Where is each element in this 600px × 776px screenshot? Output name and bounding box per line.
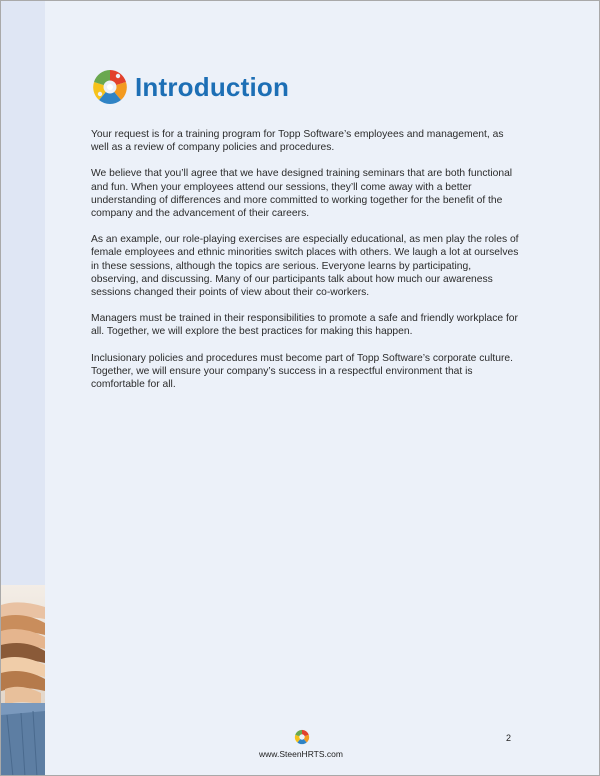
paragraph: Managers must be trained in their responsibilities to promote a safe and friendly workplace for all. Together, we will explore the best practices for making this happen.: [91, 313, 518, 338]
title-row: [91, 67, 289, 107]
footer-url: www.SteenHRTS.com: [259, 749, 343, 759]
body-text: [91, 128, 521, 404]
paragraph: Your request is for a training program for Topp Software’s employees and management, as well as a review of company policies and procedures.: [91, 129, 504, 154]
page-title: Introduction: [135, 71, 290, 102]
stacked-hands-photo: [1, 585, 45, 776]
sidebar-band: [1, 1, 45, 585]
paragraph: As an example, our role-playing exercises are especially educational, as men play the roles of female employees and ethnic minorities switch places with others. We laugh a lot at ourselves in these sessions, although the topics are serious. Everyone learns by participating, observing, and discussing. Many of our participants talk about how much our awareness sessions changed their points of view about their co-workers.: [91, 234, 519, 299]
puzzle-ring-logo-icon: [91, 68, 129, 106]
footer-logo-icon: [294, 729, 310, 745]
paragraph: Inclusionary policies and procedures must become part of Topp Software’s corporate culture. Together, we will ensure your company’s success in a respectful environment that is comfortable for all.: [91, 352, 514, 391]
paragraph: We believe that you’ll agree that we have designed training seminars that are both functional and fun. When your employees attend our sessions, they’ll come away with a better understanding of differences and more committed to working together for the benefit of the company and the advancement of their careers.: [91, 168, 513, 220]
page-number: 2: [506, 733, 512, 743]
